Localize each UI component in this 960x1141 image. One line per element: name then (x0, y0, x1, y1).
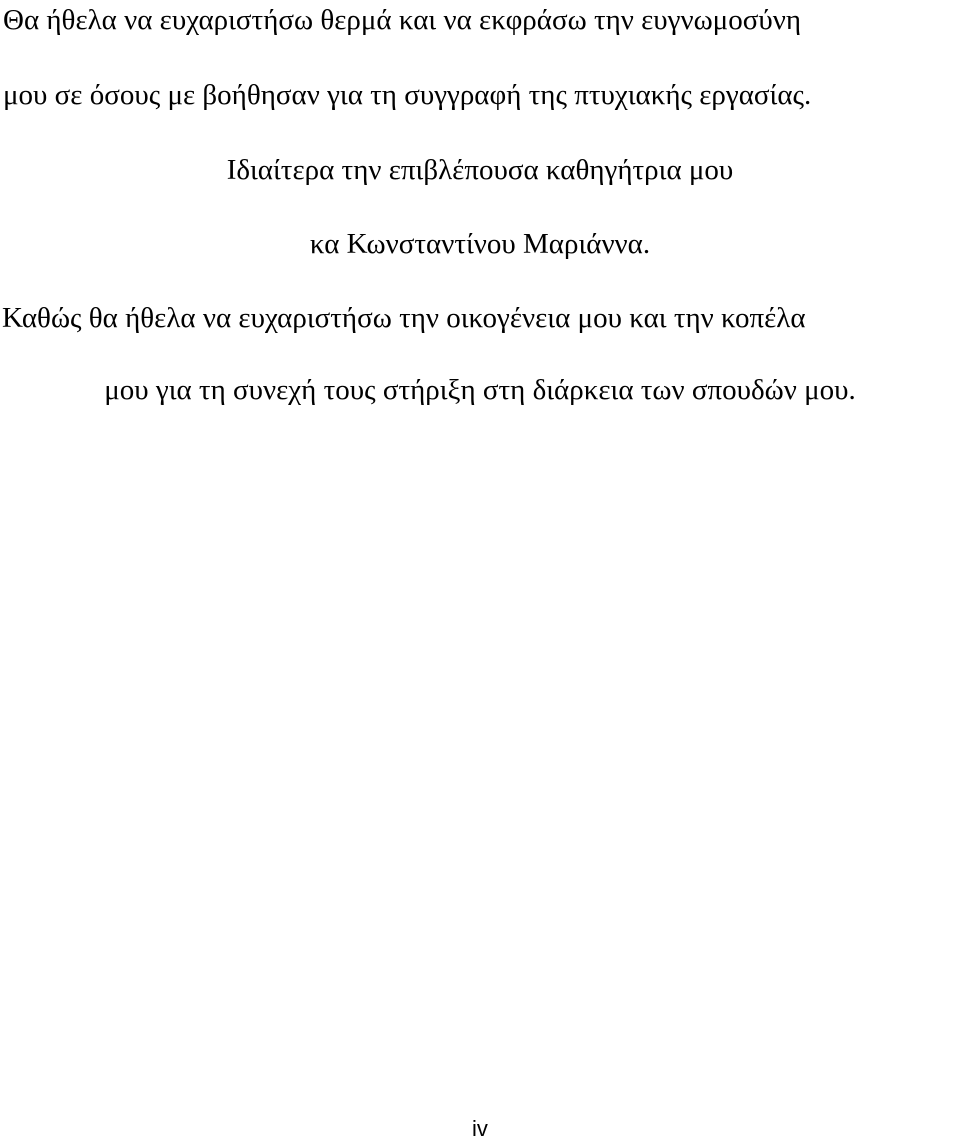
text-line-2: μου σε όσους με βοήθησαν για τη συγγραφή της πτυχιακής εργασίας. (3, 79, 812, 111)
text-line-5: Καθώς θα ήθελα να ευχαριστήσω την οικογένεια μου και την κοπέλα (2, 302, 806, 334)
page-number: iv (472, 1116, 488, 1141)
text-line-6: μου για τη συνεχή τους στήριξη στη διάρκεια των σπουδών μου. (104, 374, 856, 406)
text-line-1: Θα ήθελα να ευχαριστήσω θερμά και να εκφράσω την ευγνωμοσύνη (3, 4, 801, 36)
text-line-3: Ιδιαίτερα την επιβλέπουσα καθηγήτρια μου (226, 154, 734, 186)
text-line-4: κα Κωνσταντίνου Μαριάννα. (309, 228, 651, 260)
